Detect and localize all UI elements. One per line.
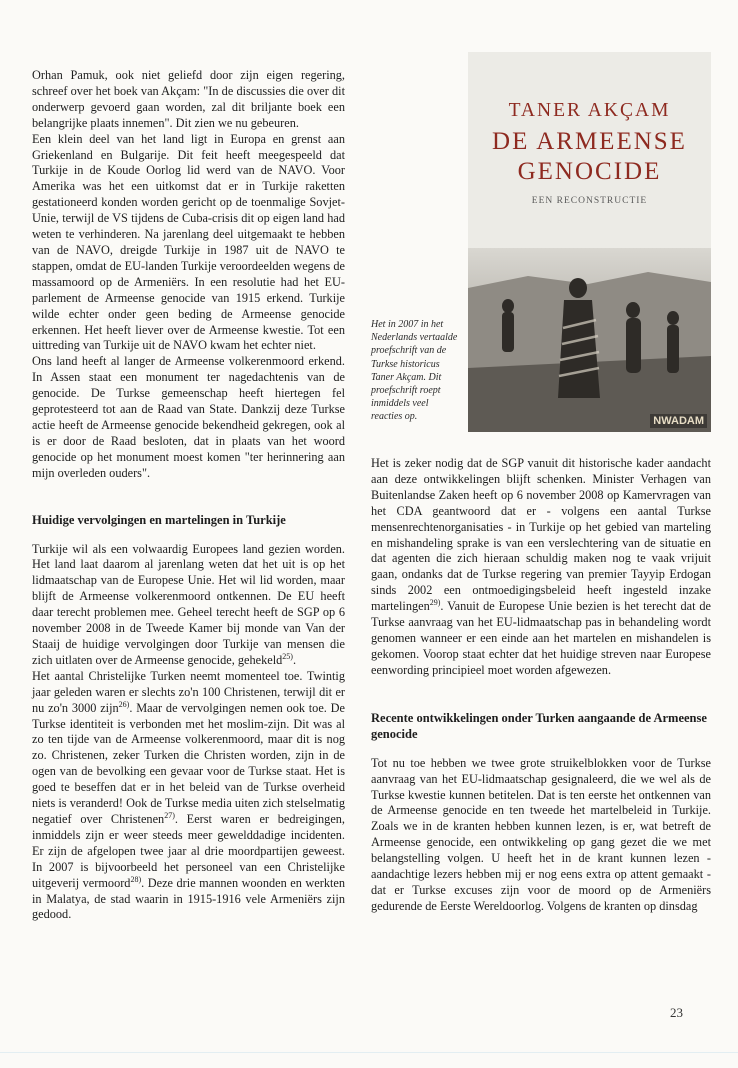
section-heading: Recente ontwikkelingen onder Turken aangaande de Armeense genocide: [371, 710, 707, 741]
paragraph: Het aantal Christelijke Turken neemt momenteel toe. Twintig jaar geleden waren er slechts zo'n 100 Christenen, terwijl dit er nu zo'n 3000 zijn$^{26)}$. Maar de vervolgingen nemen ook toe. De Turkse identiteit is verbonden met het moslim-zijn. Dit was al zo ten tijde van de Armeense volkerenmoord, maar dit is nog zo. Christenen, zeker Turken die Christen worden, zijn in de ogen van de bevolking een gevaar voor de Turkse staat. Het is goed te beseffen dat er in het beleid van de Turkse overheid niets is veranderd! Ook de Turkse media uiten zich stelselmatig negatief over Christenen$^{27)}$. Eerst waren er bedreigingen, inmiddels zijn er weer steeds meer gewelddadige incidenten. Er zijn de afgelopen twee jaar al drie moordpartijen geweest. In 2007 is bijvoorbeeld het personeel van een Christelijke uitgeverij vermoord$^{28)}$. Deze drie mannen woonden en werkten in Malatya, de stad waarin in 1915-1916 vele Armeniërs zijn gedood.: [32, 668, 346, 922]
right-text-column: [371, 456, 711, 915]
book-title-line1: DE ARMEENSE: [492, 128, 687, 155]
publisher-logo: NWADAM: [650, 414, 707, 428]
book-cover-photo: [468, 248, 711, 432]
paragraph: Turkije wil als een volwaardig Europees land gezien worden. Het land laat daarom al jarenlang weten dat het uit is op het lidmaatschap van de Europese Unie. Het wil lid worden, maar blijft de Armeense volkerenmoord ontkennen. De EU heeft daar terecht problemen mee. Geheel terecht heeft de SGP op 6 november 2008 in de Tweede Kamer bij monde van Van der Staaij de huidige vervolgingen door Turkije van mensen die zich uitlaten over de Armeense genocide, gehekeld$^{25)}$.: [32, 541, 345, 667]
left-text-column: [32, 68, 345, 923]
footnote-ref: 29): [429, 598, 441, 608]
paragraph: Een klein deel van het land ligt in Europa en grenst aan Griekenland en Bulgarije. Dit feit heeft meegespeeld dat Turkije in de Koude Oorlog lid werd van de NAVO. Voor Amerika was het een uitkomst dat er in Turkije raketten gestationeerd konden worden gericht op de toenmalige Sovjet-Unie, terwijl de VS tijdens de Cuba-crisis dit op eigen land had weten te verhinderen. Na jarenlang deel uitgemaakt te hebben van de NAVO, dreigde Turkije in 1987 uit de NAVO te stappen, omdat de EU-landen Turkije veroordeelden wegens de massamoord op de Armeniërs. In een resolutie had het EU-parlement de Armeense genocide van 1915 erkend. Turkije wilde echter onder geen beding de Armeense genocide erkennen. Het heeft liever over de Armeense kwestie. Tot een uittreding van Turkije uit de NAVO kwam het echter niet.: [32, 131, 345, 353]
paragraph: Orhan Pamuk, ook niet geliefd door zijn eigen regering, schreef over het boek van Akçam: "In de discussies die over dit onderwerp gevoerd gaan worden, zal dit briljante boek een belangrijke plaats innemen". Dit zien we nu gebeuren.: [32, 68, 345, 130]
section-heading: Huidige vervolgingen en martelingen in Turkije: [32, 512, 286, 527]
book-author: TANER AKÇAM: [508, 100, 671, 121]
image-caption: Het in 2007 in het Nederlands vertaalde proefschrift van de Turkse historicus Taner Akçam. Dit proefschrift roept inmiddels veel reacties op.: [371, 319, 458, 423]
book-cover-image: [468, 52, 711, 432]
footnote-ref: 27): [164, 810, 175, 820]
paragraph: Het is zeker nodig dat de SGP vanuit dit historische kader aandacht aan deze ontwikkelingen blijft schenken. Minister Verhagen van Buitenlandse Zaken heeft op 6 november 2008 op Kamervragen van het CDA geantwoord dat er - volgens een aantal Turkse mensenrechtenorganisaties - in Turkije op het gebied van marteling en mishandeling sprake is van een verslechtering van de situatie en dat agenten die zich hieraan schuldig maken nog te vaak vrijuit gaan, ondanks dat de Turkse regering van premier Tayyip Erdogan sinds 2002 een ontmoedigingsbeleid heeft ingesteld inzake martelingen$^{29)}$. Vanuit de Europese Unie bezien is het terecht dat de Turkse aanvraag van het EU-lidmaatschap pas in behandeling wordt genomen wanneer er een einde aan het martelen en mishandelen is gekomen. Voorop staat echter dat het huidige streven naar Europese eenwording principieel moet worden afgewezen.: [371, 456, 711, 677]
book-subtitle: EEN RECONSTRUCTIE: [531, 196, 648, 206]
footer-divider: [0, 1052, 738, 1053]
footnote-ref: 28): [130, 874, 142, 884]
paragraph: Tot nu toe hebben we twee grote struikelblokken voor de Turkse aanvraag van het EU-lidmaatschap gesignaleerd, die we wel als de Turkse kwestie kunnen betitelen. Dat is ten eerste het ontkennen van de Armeense genocide en ten tweede het martelbeleid in Turkije. Zoals we in de kranten hebben kunnen lezen, is er, wat betreft de Armeense genocide, een ontwikkeling op gang gezet die we met belangstelling volgen. U heeft het in de krant kunnen lezen - aandachtige lezers hebben mij er nog eens extra op attent gemaakt - dat er Turkse excuses zijn voor de moord op de Armeniërs gedurende de Eerste Wereldoorlog. Volgens de kranten op dinsdag: [371, 755, 711, 913]
page-number: 23: [670, 1005, 683, 1020]
book-title-line2: GENOCIDE: [517, 158, 662, 185]
footnote-ref: 25): [282, 651, 293, 661]
footnote-ref: 26): [118, 699, 130, 709]
paragraph: Ons land heeft al langer de Armeense volkerenmoord erkend. In Assen staat een monument ter nagedachtenis van de genocide. De Turkse gemeenschap heeft hiertegen fel geprotesteerd tot aan de Raad van State. Dankzij deze Turkse actie heeft de Armeense genocide bekendheid gekregen, ook al is er door de Raad besloten, dat in plaats van het woord genocide op het monument moest komen "ter herinnering aan mijn overleden ouders".: [32, 354, 345, 480]
